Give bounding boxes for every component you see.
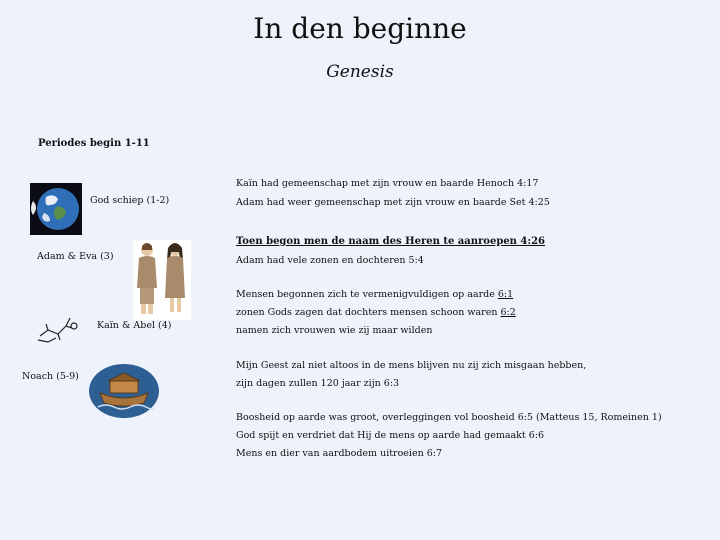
text-segment: Mensen begonnen zich te vermenigvuldigen op aarde [236,289,498,300]
periodes-heading: Periodes begin 1-11 [38,138,150,149]
text-line: God spijt en verdriet dat Hij de mens op aarde had gemaakt 6:6 [236,430,545,441]
text-line: Mens en dier van aardbodem uitroeien 6:7 [236,448,443,459]
label-god-schiep: God schiep (1-2) [90,195,170,206]
text-line: zijn dagen zullen 120 jaar zijn 6:3 [236,378,400,389]
text-line: Mijn Geest zal niet altoos in de mens blijven nu zij zich misgaan hebben, [236,360,587,371]
text-segment: zonen Gods zagen dat dochters mensen schoon waren [236,307,501,318]
verse-ref: 6:1 [497,289,514,300]
text-line: Adam had vele zonen en dochteren 5:4 [236,255,424,266]
text-line: Adam had weer gemeenschap met zijn vrouw en baarde Set 4:25 [236,197,550,208]
text-line [236,287,513,303]
text-line: namen zich vrouwen wie zij maar wilden [236,325,433,336]
slide-title: In den beginne [253,12,467,45]
slide-subtitle: Genesis [326,62,394,82]
label-noach: Noach (5-9) [22,371,79,382]
earth-icon [30,183,82,239]
text-line: Boosheid op aarde was groot, overleggingen vol boosheid 6:5 (Matteus 15, Romeinen 1) [236,412,662,423]
heading-naam-des-heren: Toen begon men de naam des Heren te aanroepen 4:26 [236,236,545,247]
text-line: Kaïn had gemeenschap met zijn vrouw en baarde Henoch 4:17 [236,178,539,189]
text-line [236,305,516,321]
adam-eva-figures-icon [133,240,191,324]
label-adam-eva: Adam & Eva (3) [37,251,114,262]
verse-ref: 6:2 [500,307,516,318]
kain-abel-icon [36,312,84,350]
noah-ark-icon [88,363,160,423]
label-kain-abel: Kaïn & Abel (4) [97,320,172,331]
